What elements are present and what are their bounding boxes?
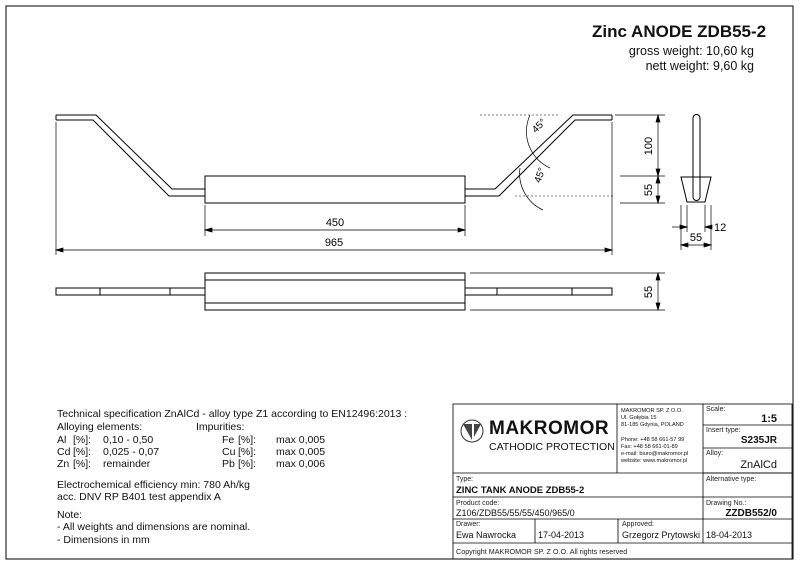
note-2: - Dimensions in mm — [57, 534, 150, 546]
product-code-label: Product code: — [456, 500, 500, 507]
efficiency-line-1: Electrochemical efficiency min: 780 Ah/kg — [57, 479, 250, 491]
type-label: Type: — [456, 476, 474, 483]
rod-outline-lower — [56, 120, 205, 196]
approved-name: Grzegorz Prytowski — [622, 530, 701, 540]
weights — [629, 44, 754, 74]
impurity-el: Cu — [222, 446, 236, 458]
rod-top-left — [56, 288, 206, 295]
insert-label: Insert type: — [706, 427, 741, 434]
scale-value: 1:5 — [761, 413, 777, 425]
impurities-heading: Impurities: — [196, 421, 245, 433]
front-view — [56, 115, 612, 203]
alloy-row — [57, 446, 159, 459]
drawing-title: Zinc ANODE ZDB55-2 — [592, 22, 767, 41]
side-rod — [693, 115, 700, 186]
drawer-date: 17-04-2013 — [538, 530, 585, 540]
contact-line: Phone: +48 58 661-57 99 — [621, 436, 685, 443]
alloy-unit: [%]: — [73, 434, 92, 446]
alloy-label: Alloy: — [706, 450, 724, 457]
impurity-el: Fe — [222, 434, 235, 446]
approved-date: 18-04-2013 — [706, 530, 753, 540]
alloy-val: remainder — [103, 458, 151, 470]
impurity-val: max 0,005 — [276, 434, 326, 446]
angle-top-label: 45° — [530, 117, 549, 136]
drawing-no-value: ZZDB552/0 — [725, 508, 777, 519]
rod-outline-upper — [56, 115, 205, 189]
product-code-value: Z106/ZDB55/55/55/450/965/0 — [456, 508, 575, 518]
alloying-heading: Alloying elements: — [57, 421, 143, 433]
dim-55-front: 55 — [643, 183, 655, 197]
impurity-row — [222, 458, 325, 471]
type-value: ZINC TANK ANODE ZDB55-2 — [456, 485, 585, 496]
alloy-val: 0,025 - 0,07 — [103, 446, 160, 458]
alloy-unit: [%]: — [73, 458, 92, 470]
drawer-name: Ewa Nawrocka — [456, 530, 517, 540]
contact-line: Fax: +48 58 661-01-89 — [621, 443, 678, 450]
dim-965: 965 — [324, 237, 344, 249]
dim-12: 12 — [714, 222, 727, 234]
impurity-row — [222, 446, 325, 459]
contact-line: MAKROMOR SP. Z O.O. — [621, 408, 683, 414]
company-contact — [621, 408, 688, 465]
drawing-no-label: Drawing No.: — [706, 500, 747, 507]
contact-line: Ul. Gołębia 15 — [621, 415, 657, 422]
top-view — [56, 273, 612, 310]
company-division: CATHODIC PROTECTION — [489, 441, 615, 453]
impurity-unit: [%]: — [238, 446, 257, 458]
note-heading: Note: — [57, 509, 83, 521]
copyright: Copyright MAKROMOR SP. Z O.O. All rights reserved — [456, 547, 628, 556]
alloy-value: ZnAlCd — [740, 459, 777, 471]
impurity-unit: [%]: — [238, 434, 257, 446]
dim-55-top: 55 — [643, 285, 655, 299]
gross-weight: gross weight: 10,60 kg — [628, 44, 754, 58]
drawer-label: Drawer: — [456, 521, 481, 528]
contact-line: 81-185 Gdynia, POLAND — [621, 422, 684, 429]
alternative-label: Alternative type: — [706, 476, 757, 483]
impurity-val: max 0,006 — [276, 458, 326, 470]
impurity-row — [222, 434, 325, 447]
spec-heading: Technical specification ZnAlCd - alloy type Z1 according to EN12496:2013 : — [57, 408, 408, 420]
impurity-val: max 0,005 — [276, 446, 326, 458]
note-1: - All weights and dimensions are nominal. — [57, 521, 251, 533]
rod-top-right — [464, 288, 612, 295]
angle-bottom-label: 45° — [532, 166, 549, 185]
contact-line: website: www.makromor.pl — [621, 458, 688, 465]
approved-label: Approved: — [622, 521, 654, 528]
alloy-el: Zn — [57, 458, 70, 470]
dim-55-side: 55 — [689, 232, 703, 244]
alloy-el: Al — [57, 434, 67, 446]
insert-value: S235JR — [740, 435, 777, 446]
technical-spec — [57, 408, 407, 421]
contact-line — [621, 430, 688, 437]
side-view — [681, 115, 711, 203]
dim-450: 450 — [325, 217, 345, 229]
scale-label: Scale: — [706, 406, 726, 413]
nett-weight: nett weight: 9,60 kg — [645, 59, 754, 73]
alloy-val: 0,10 - 0,50 — [103, 434, 154, 446]
side-zinc-profile — [681, 177, 711, 202]
makromor-logo-icon — [461, 420, 483, 442]
alloy-unit: [%]: — [73, 446, 92, 458]
impurity-unit: [%]: — [238, 458, 257, 470]
alloy-row — [57, 458, 150, 471]
zinc-bar-top — [205, 273, 465, 310]
efficiency-line-2: acc. DNV RP B401 test appendix A — [57, 491, 221, 503]
alloy-el: Cd — [57, 446, 71, 458]
company-name: MAKROMOR — [489, 418, 610, 439]
impurity-el: Pb — [222, 458, 235, 470]
alloy-row — [57, 434, 153, 447]
zinc-bar-front — [205, 176, 465, 203]
dim-100: 100 — [643, 136, 655, 156]
contact-line: e-mail: biuro@makromor.pl — [621, 451, 689, 458]
